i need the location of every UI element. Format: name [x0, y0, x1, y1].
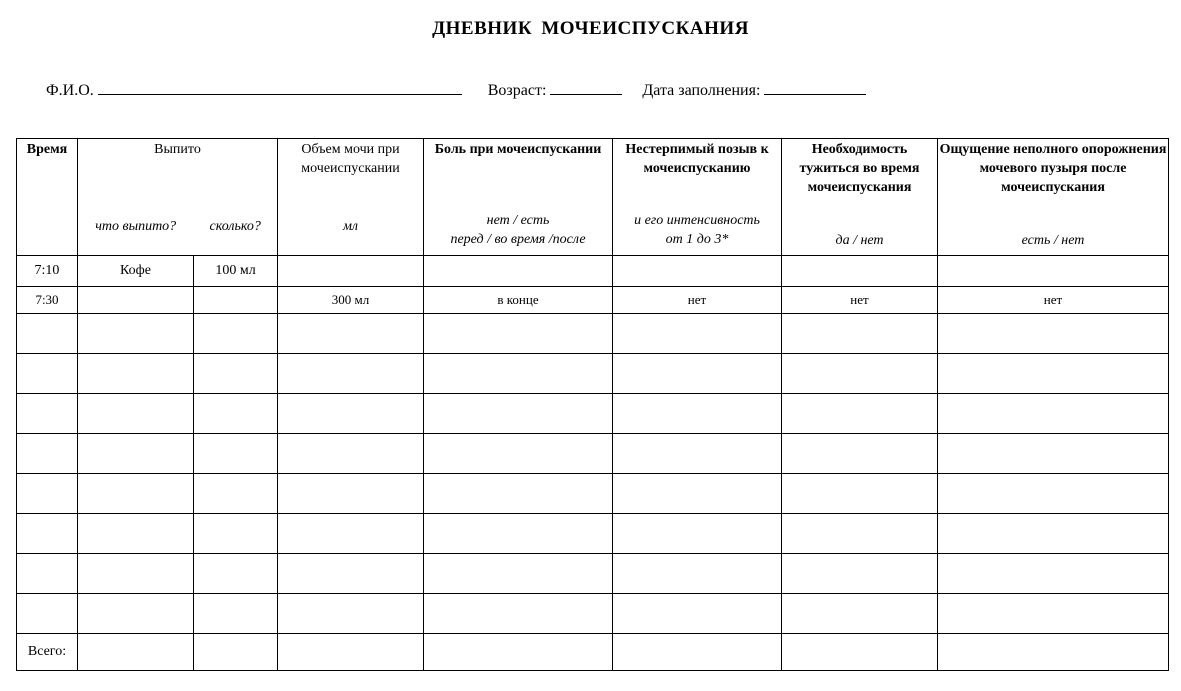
- age-label: Возраст:: [487, 82, 547, 99]
- empty-cell[interactable]: [782, 554, 938, 594]
- empty-cell[interactable]: [278, 394, 424, 434]
- table-row: [17, 287, 1169, 314]
- total-cell[interactable]: [782, 634, 938, 671]
- empty-cell[interactable]: [782, 354, 938, 394]
- cell-strain[interactable]: [782, 256, 938, 287]
- header-pain: Боль при мочеиспускании нет / есть перед / во время /после: [424, 139, 613, 256]
- header-time: Время: [17, 139, 78, 256]
- fio-label: Ф.И.О.: [46, 82, 94, 99]
- empty-cell[interactable]: [424, 314, 613, 354]
- empty-cell[interactable]: [938, 354, 1169, 394]
- empty-cell[interactable]: [17, 394, 78, 434]
- empty-cell[interactable]: [938, 314, 1169, 354]
- empty-cell[interactable]: [613, 354, 782, 394]
- total-cell[interactable]: [424, 634, 613, 671]
- cell-volume[interactable]: [278, 256, 424, 287]
- empty-cell[interactable]: [782, 434, 938, 474]
- empty-cell[interactable]: [194, 514, 278, 554]
- empty-cell[interactable]: [782, 394, 938, 434]
- empty-cell[interactable]: [194, 594, 278, 634]
- empty-cell[interactable]: [78, 474, 194, 514]
- empty-cell[interactable]: [782, 314, 938, 354]
- cell-what[interactable]: Кофе: [78, 256, 194, 287]
- total-cell[interactable]: [278, 634, 424, 671]
- cell-incomplete[interactable]: нет: [938, 287, 1169, 314]
- total-label: Всего:: [17, 634, 78, 671]
- empty-cell[interactable]: [194, 314, 278, 354]
- cell-what[interactable]: [78, 287, 194, 314]
- header-strain: Необходимость тужиться во время мочеиспускания да / нет: [782, 139, 938, 256]
- empty-cell[interactable]: [194, 394, 278, 434]
- empty-cell[interactable]: [613, 514, 782, 554]
- empty-cell[interactable]: [938, 514, 1169, 554]
- empty-cell[interactable]: [194, 354, 278, 394]
- cell-urge[interactable]: [613, 256, 782, 287]
- empty-cell[interactable]: [938, 434, 1169, 474]
- empty-cell[interactable]: [278, 434, 424, 474]
- patient-info: [46, 80, 866, 100]
- empty-cell[interactable]: [613, 434, 782, 474]
- total-cell[interactable]: [613, 634, 782, 671]
- empty-cell[interactable]: [194, 434, 278, 474]
- total-row: [17, 634, 1169, 671]
- total-cell[interactable]: [194, 634, 278, 671]
- cell-urge[interactable]: нет: [613, 287, 782, 314]
- total-cell[interactable]: [938, 634, 1169, 671]
- empty-cell[interactable]: [424, 474, 613, 514]
- subheader-strain: да / нет: [835, 233, 884, 248]
- cell-how-much[interactable]: 100 мл: [194, 256, 278, 287]
- empty-cell[interactable]: [424, 554, 613, 594]
- empty-row: [17, 554, 1169, 594]
- empty-cell[interactable]: [17, 514, 78, 554]
- empty-cell[interactable]: [938, 474, 1169, 514]
- header-incomplete: Ощущение неполного опорожнения мочевого пузыря после мочеиспускания есть / нет: [938, 139, 1169, 256]
- empty-cell[interactable]: [782, 514, 938, 554]
- date-field[interactable]: [764, 80, 866, 95]
- empty-row: [17, 354, 1169, 394]
- empty-cell[interactable]: [782, 474, 938, 514]
- subheader-pain: нет / есть перед / во время /после: [450, 213, 586, 247]
- empty-cell[interactable]: [278, 514, 424, 554]
- empty-cell[interactable]: [17, 474, 78, 514]
- empty-cell[interactable]: [194, 474, 278, 514]
- cell-volume[interactable]: 300 мл: [278, 287, 424, 314]
- empty-cell[interactable]: [194, 554, 278, 594]
- subheader-volume-unit: мл: [342, 219, 359, 234]
- cell-pain[interactable]: в конце: [424, 287, 613, 314]
- header-volume: Объем мочи при мочеиспускании мл: [278, 139, 424, 256]
- empty-cell[interactable]: [17, 594, 78, 634]
- empty-cell[interactable]: [278, 474, 424, 514]
- empty-cell[interactable]: [17, 354, 78, 394]
- empty-cell[interactable]: [613, 394, 782, 434]
- empty-cell[interactable]: [17, 434, 78, 474]
- empty-cell[interactable]: [424, 354, 613, 394]
- empty-cell[interactable]: [278, 314, 424, 354]
- empty-row: [17, 394, 1169, 434]
- empty-cell[interactable]: [613, 314, 782, 354]
- empty-cell[interactable]: [424, 594, 613, 634]
- empty-cell[interactable]: [938, 594, 1169, 634]
- date-label: Дата заполнения:: [642, 82, 761, 99]
- age-field[interactable]: [550, 80, 622, 95]
- empty-cell[interactable]: [78, 514, 194, 554]
- diary-table: [16, 138, 1169, 671]
- cell-time[interactable]: 7:10: [17, 256, 78, 287]
- empty-row: [17, 474, 1169, 514]
- page-title: ДНЕВНИК МОЧЕИСПУСКАНИЯ: [432, 18, 749, 39]
- subheader-what: что выпито?: [95, 219, 177, 234]
- subheader-urge: и его интенсивность от 1 до 3*: [634, 213, 760, 247]
- header-urge: Нестерпимый позыв к мочеиспусканию и его интенсивность от 1 до 3*: [613, 139, 782, 256]
- empty-cell[interactable]: [17, 554, 78, 594]
- empty-cell[interactable]: [938, 394, 1169, 434]
- empty-cell[interactable]: [17, 314, 78, 354]
- cell-strain[interactable]: нет: [782, 287, 938, 314]
- cell-time[interactable]: 7:30: [17, 287, 78, 314]
- empty-cell[interactable]: [78, 594, 194, 634]
- empty-cell[interactable]: [613, 554, 782, 594]
- empty-row: [17, 434, 1169, 474]
- cell-how-much[interactable]: [194, 287, 278, 314]
- empty-cell[interactable]: [613, 594, 782, 634]
- empty-cell[interactable]: [78, 554, 194, 594]
- empty-cell[interactable]: [424, 514, 613, 554]
- empty-cell[interactable]: [424, 394, 613, 434]
- empty-cell[interactable]: [424, 434, 613, 474]
- header-drunk: Выпито что выпито? сколько?: [78, 139, 278, 256]
- subheader-how-much: сколько?: [209, 219, 261, 234]
- empty-cell[interactable]: [938, 554, 1169, 594]
- empty-cell[interactable]: [78, 314, 194, 354]
- empty-cell[interactable]: [782, 594, 938, 634]
- empty-cell[interactable]: [278, 554, 424, 594]
- empty-row: [17, 314, 1169, 354]
- empty-cell[interactable]: [78, 354, 194, 394]
- subheader-incomplete: есть / нет: [1021, 233, 1085, 248]
- empty-cell[interactable]: [278, 594, 424, 634]
- cell-pain[interactable]: [424, 256, 613, 287]
- empty-cell[interactable]: [78, 434, 194, 474]
- total-cell[interactable]: [78, 634, 194, 671]
- empty-row: [17, 594, 1169, 634]
- empty-cell[interactable]: [78, 394, 194, 434]
- empty-cell[interactable]: [613, 474, 782, 514]
- table-row: [17, 256, 1169, 287]
- empty-cell[interactable]: [278, 354, 424, 394]
- fio-field[interactable]: [98, 80, 462, 95]
- empty-row: [17, 514, 1169, 554]
- cell-incomplete[interactable]: [938, 256, 1169, 287]
